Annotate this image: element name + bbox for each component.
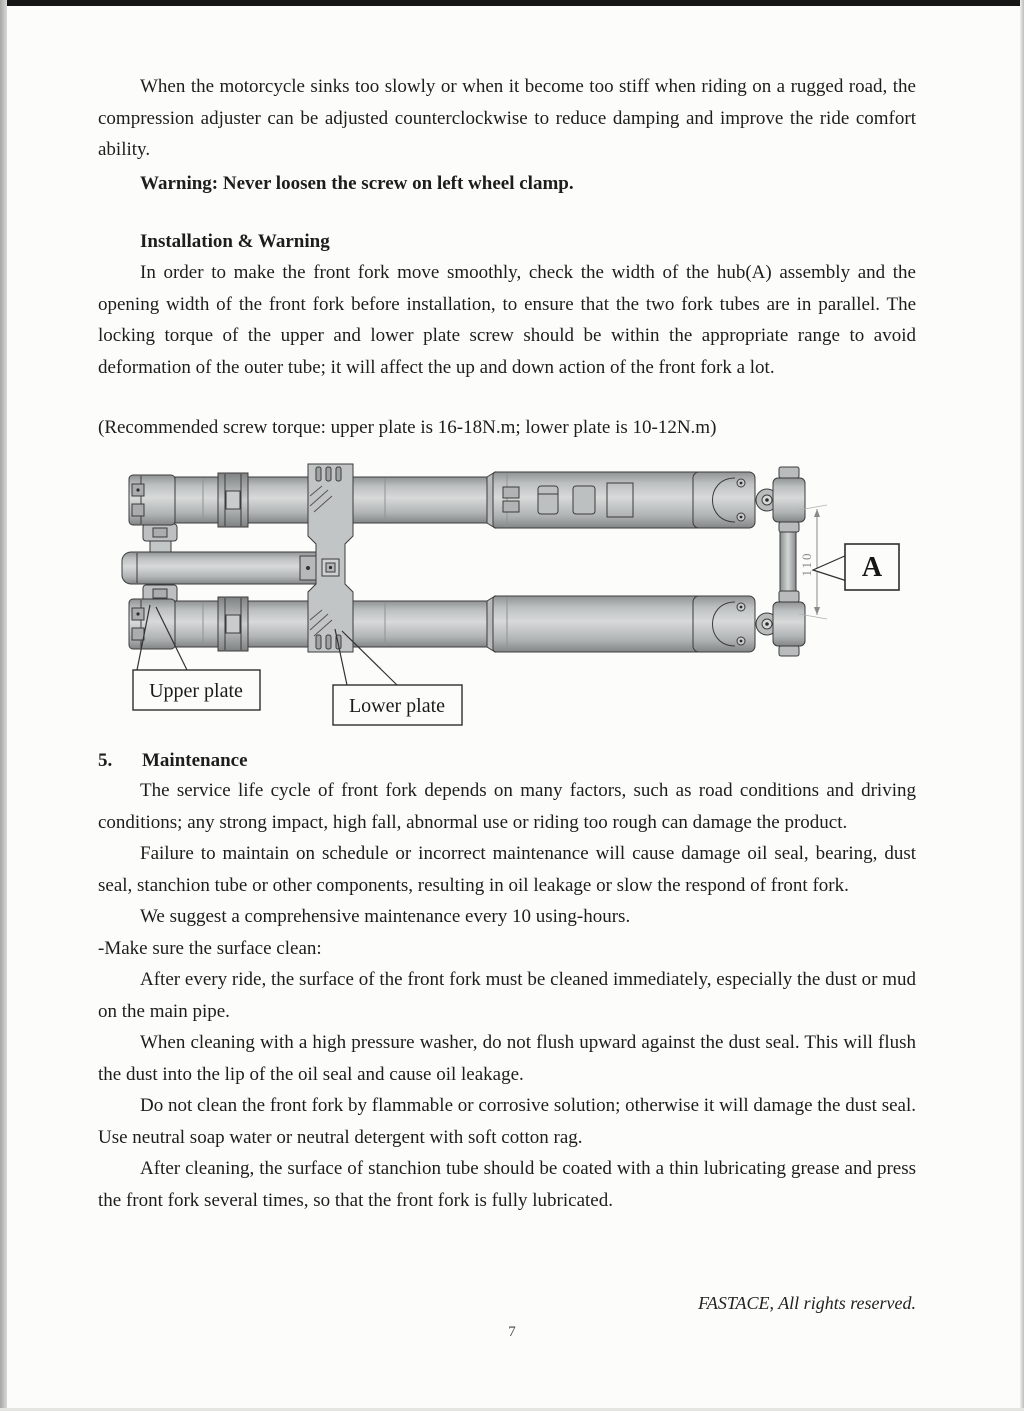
maintenance-heading-row — [98, 745, 248, 777]
maintenance-paragraph: -Make sure the surface clean: — [98, 937, 322, 959]
torque-note-block — [98, 412, 916, 444]
callout-a-label: A — [861, 552, 883, 583]
upper-plate-label: Upper plate — [149, 680, 243, 702]
scan-edge-right — [1020, 0, 1024, 1411]
lower-fork-tube — [129, 596, 755, 652]
callout-a — [813, 544, 899, 590]
maintenance-paragraph: When cleaning with a high pressure washer, do not flush upward against the dust seal. This will flush the dust into the lip of the oil seal and cause oil leakage. — [98, 1032, 916, 1085]
scan-edge-left — [0, 0, 7, 1411]
front-fork-diagram — [95, 452, 925, 744]
copyright-footer: FASTACE, All rights reserved. — [698, 1293, 916, 1313]
maintenance-body — [98, 775, 916, 1216]
page-number: 7 — [508, 1324, 516, 1340]
dimension-label: 110 — [799, 551, 814, 577]
maintenance-section-number: 5. — [98, 750, 113, 771]
installation-paragraph: In order to make the front fork move smoothly, check the width of the hub(A) assembly and the opening width of the front fork before installation, to ensure that the two fork tubes are in parallel. The locking torque of the upper and lower plate screw should be within the appropriate range to avoid deformation of the outer tube; it will affect the up and down action of the front fork a lot. — [98, 262, 916, 378]
maintenance-paragraph: We suggest a comprehensive maintenance every 10 using-hours. — [140, 906, 631, 927]
scan-edge-top — [0, 0, 1024, 6]
maintenance-paragraph: The service life cycle of front fork depends on many factors, such as road conditions and driving conditions; any strong impact, high fall, abnormal use or riding too rough can damage the product. — [98, 780, 916, 833]
installation-heading: Installation & Warning — [140, 231, 330, 252]
front-fork-diagram-svg — [95, 452, 925, 744]
intro-paragraph: When the motorcycle sinks too slowly or when it become too stiff when riding on a rugged road, the compression adjuster can be adjusted counterclockwise to reduce damping and improve the ride comfort ability. — [98, 76, 916, 160]
warning-block — [98, 168, 916, 200]
maintenance-paragraph: Do not clean the front fork by flammable or corrosive solution; otherwise it will damage the dust seal. Use neutral soap water or neutral detergent with soft cotton rag. — [98, 1095, 916, 1148]
dimension-110 — [799, 505, 827, 619]
maintenance-paragraph: After cleaning, the surface of stanchion tube should be coated with a thin lubricating grease and press the front fork several times, so that the front fork is fully lubricated. — [98, 1158, 916, 1211]
lower-plate-label: Lower plate — [348, 695, 446, 717]
steering-stem — [122, 552, 324, 584]
maintenance-heading: Maintenance — [142, 750, 248, 771]
upper-fork-tube — [129, 472, 755, 528]
maintenance-paragraph: After every ride, the surface of the front fork must be cleaned immediately, especially the dust or mud on the main pipe. — [98, 969, 916, 1022]
front-axle — [756, 467, 805, 656]
installation-paragraph-block — [98, 257, 916, 383]
warning-note: Warning: Never loosen the screw on left wheel clamp. — [140, 173, 574, 194]
intro-paragraph-block — [98, 71, 916, 166]
maintenance-paragraph: Failure to maintain on schedule or incorrect maintenance will cause damage oil seal, bearing, dust seal, stanchion tube or other components, resulting in oil leakage or slow the respond of front fork. — [98, 843, 916, 896]
torque-note: (Recommended screw torque: upper plate is 16-18N.m; lower plate is 10-12N.m) — [98, 417, 717, 438]
